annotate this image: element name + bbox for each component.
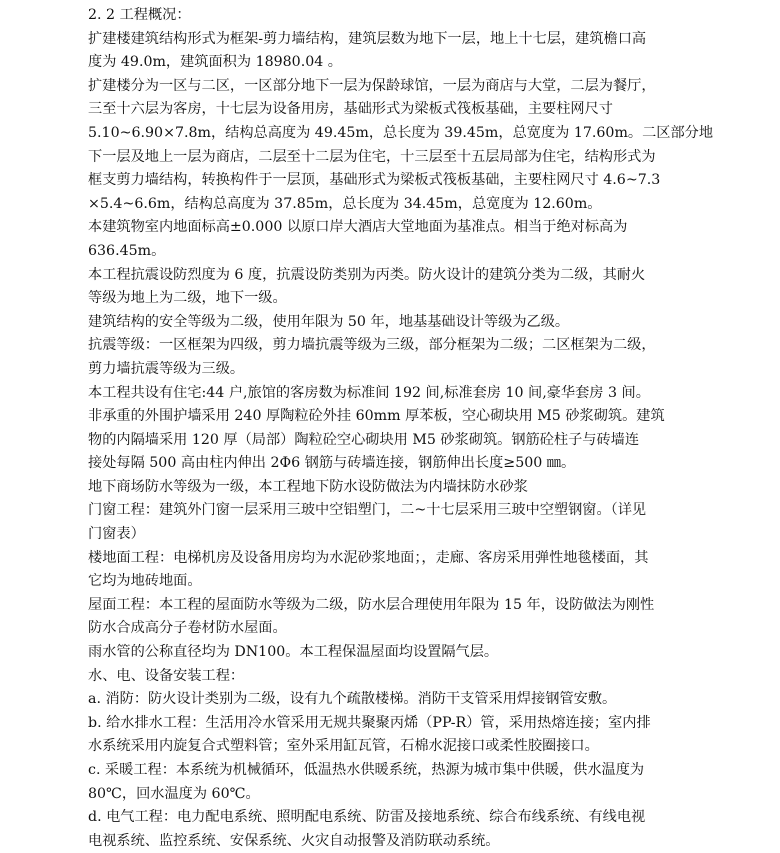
text-line: 物的内隔墙采用 120 厚（局部）陶粒砼空心砌块用 M5 砂浆砌筑。钢筋砼柱子与砖墙连	[88, 431, 640, 448]
text-line: 80℃，回水温度为 60℃。	[88, 785, 260, 802]
text-line: 楼地面工程：电梯机房及设备用房均为水泥砂浆地面；，走廊、客房采用弹性地毯楼面，其	[88, 549, 649, 566]
text-line: 度为 49.0m，建筑面积为 18980.04 。	[88, 54, 342, 71]
text-line: 本工程共设有住宅:44 户,旅馆的客房数为标准间 192 间,标准套房 10 间,豪华套房 3 间。	[88, 384, 650, 401]
text-line: 门窗表）	[88, 526, 145, 543]
paragraph	[88, 499, 770, 546]
paragraph	[88, 405, 770, 476]
text-line: d. 电气工程：电力配电系统、照明配电系统、防雷及接地系统、综合布线系统、有线电视	[88, 809, 646, 826]
text-line: 剪力墙抗震等级为三级。	[88, 360, 245, 377]
text-line: 电视系统、监控系统、安保系统、火灾自动报警及消防联动系统。	[88, 832, 500, 849]
paragraph	[88, 641, 770, 665]
paragraph	[88, 264, 770, 311]
paragraph	[88, 216, 770, 263]
text-line: 屋面工程：本工程的屋面防水等级为二级，防水层合理使用年限为 15 年，设防做法为刚性	[88, 596, 655, 613]
text-line: 门窗工程：建筑外门窗一层采用三玻中空铝塑门，二~十七层采用三玻中空塑钢窗。（详见	[88, 502, 647, 519]
text-line: 扩建楼分为一区与二区，一区部分地下一层为保龄球馆，一层为商店与大堂，二层为餐厅，	[88, 77, 656, 94]
text-line: ×5.4~6.6m，结构总高度为 37.85m，总长度为 34.45m，总宽度为 12.60m。	[88, 195, 602, 212]
paragraph	[88, 594, 770, 641]
paragraph	[88, 688, 770, 712]
paragraph	[88, 476, 770, 500]
text-line: 等级为地上为二级，地下一级。	[88, 290, 287, 307]
paragraph	[88, 759, 770, 806]
text-line: 抗震等级：一区框架为四级，剪力墙抗震等级为三级，部分框架为二级；二区框架为二级，	[88, 337, 656, 354]
paragraph	[88, 75, 770, 217]
paragraph	[88, 665, 770, 689]
text-line: 地下商场防水等级为一级，本工程地下防水设防做法为内墙抹防水砂浆	[88, 478, 528, 495]
text-line: b. 给水排水工程：生活用冷水管采用无规共聚聚丙烯（PP-R）管，采用热熔连接；室内排	[88, 714, 651, 731]
text-line: 建筑结构的安全等级为二级，使用年限为 50 年，地基基础设计等级为乙级。	[88, 313, 570, 330]
text-line: c. 采暖工程：本系统为机械循环，低温热水供暖系统，热源为城市集中供暖，供水温度为	[88, 762, 645, 778]
paragraph	[88, 28, 770, 75]
text-line: 框支剪力墙结构，转换构件于一层顶，基础形式为梁板式筏板基础，主要柱网尺寸 4.6~7.3	[88, 172, 661, 189]
text-line: 5.10~6.90×7.8m，结构总高度为 49.45m，总长度为 39.45m，总宽度为 17.60m。二区部分地	[88, 124, 714, 141]
text-line: 水系统采用内旋复合式塑料管；室外采用缸瓦管，石棉水泥接口或柔性胶圈接口。	[88, 738, 599, 755]
text-line: 接处每隔 500 高由柱内伸出 2Φ6 钢筋与砖墙连接，钢筋伸出长度≥500 ㎜。	[88, 455, 576, 472]
text-line: a. 消防：防火设计类别为二级，设有九个疏散楼梯。消防干支管采用焊接钢管安敷。	[88, 691, 617, 708]
paragraph	[88, 311, 770, 335]
text-line: 本工程抗震设防烈度为 6 度，抗震设防类别为丙类。防火设计的建筑分类为二级，其耐火	[88, 266, 646, 283]
text-line: 它均为地砖地面。	[88, 573, 202, 590]
text-line: 本建筑物室内地面标高±0.000 以原口岸大酒店大堂地面为基准点。相当于绝对标高为	[88, 219, 628, 236]
paragraph	[88, 712, 770, 759]
paragraph	[88, 382, 770, 406]
paragraph	[88, 806, 770, 853]
paragraph	[88, 547, 770, 594]
text-line: 雨水管的公称直径均为 DN100。本工程保温屋面均设置隔气层。	[88, 644, 499, 661]
document-body	[88, 28, 770, 853]
text-line: 防水合成高分子卷材防水屋面。	[88, 620, 287, 637]
paragraph	[88, 334, 770, 381]
section-heading: 2. 2 工程概况：	[88, 7, 191, 23]
text-line: 下一层及地上一层为商店，二层至十二层为住宅，十三层至十五层局部为住宅，结构形式为	[88, 148, 656, 165]
text-line: 636.45m。	[88, 242, 166, 259]
text-line: 三至十六层为客房，十七层为设备用房，基础形式为梁板式筏板基础，主要柱网尺寸	[88, 101, 613, 118]
text-line: 非承重的外围护墙采用 240 厚陶粒砼外挂 60mm 厚苯板，空心砌块用 M5 砂浆砌筑。建筑	[88, 408, 665, 425]
text-line: 水、电、设备安装工程：	[88, 667, 245, 684]
text-line: 扩建楼建筑结构形式为框架-剪力墙结构，建筑层数为地下一层，地上十七层，建筑檐口高	[88, 30, 647, 47]
